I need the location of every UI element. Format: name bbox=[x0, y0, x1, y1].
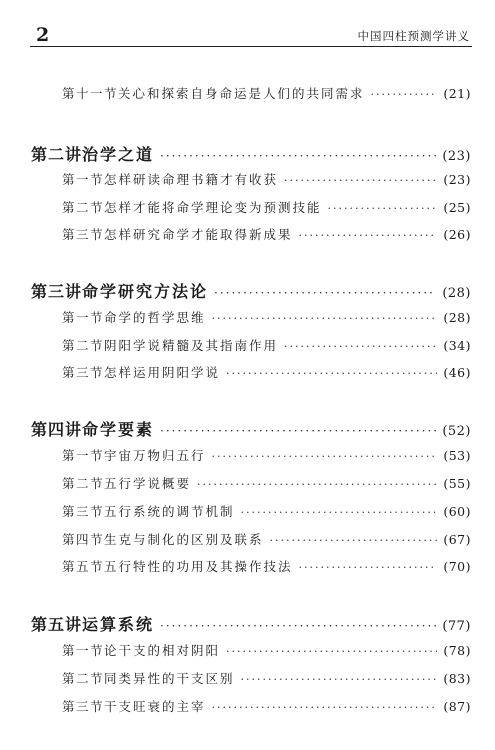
section-title: 五行系统的调节机制 bbox=[104, 504, 235, 519]
dot-leader bbox=[371, 88, 438, 101]
toc-section-entry bbox=[62, 557, 471, 579]
chapter-title: 命学要素 bbox=[82, 420, 155, 439]
dot-leader bbox=[241, 506, 438, 519]
page-reference: (83) bbox=[443, 671, 471, 686]
page-reference: (67) bbox=[443, 532, 471, 547]
toc-section-entry bbox=[62, 84, 471, 106]
dot-leader bbox=[160, 424, 436, 438]
section-title: 怎样研读命理书籍才有收获 bbox=[104, 172, 279, 187]
section-number: 第四节 bbox=[62, 532, 105, 547]
running-title: 中国四柱预测学讲义 bbox=[357, 29, 470, 43]
dot-leader bbox=[299, 561, 438, 574]
page-reference: (77) bbox=[442, 619, 471, 634]
section-title: 阴阳学说精髓及其指南作用 bbox=[104, 338, 279, 353]
section-number: 第二节 bbox=[62, 200, 105, 215]
chapter-number: 第三讲 bbox=[31, 282, 83, 301]
page-reference: (23) bbox=[442, 149, 471, 164]
page-reference: (46) bbox=[443, 365, 471, 380]
toc-section-entry bbox=[62, 363, 471, 385]
section-title: 五行特性的功用及其操作技法 bbox=[104, 559, 293, 574]
section-number: 第五节 bbox=[62, 559, 105, 574]
page-reference: (21) bbox=[443, 86, 471, 101]
chapter-title: 治学之道 bbox=[82, 145, 155, 164]
page-reference: (55) bbox=[443, 476, 471, 491]
page-reference: (87) bbox=[443, 699, 471, 714]
page-header bbox=[30, 22, 470, 44]
dot-leader bbox=[160, 619, 436, 633]
section-number: 第三节 bbox=[62, 365, 105, 380]
dot-leader bbox=[241, 673, 438, 686]
chapter-title: 命学研究方法论 bbox=[82, 282, 209, 301]
toc-section-entry bbox=[62, 530, 471, 552]
dot-leader bbox=[226, 645, 437, 658]
dot-leader bbox=[197, 478, 437, 491]
section-number: 第二节 bbox=[62, 338, 105, 353]
chapter-title: 运算系统 bbox=[82, 615, 155, 634]
section-title: 宇宙万物归五行 bbox=[104, 448, 206, 463]
toc-section-entry bbox=[62, 170, 471, 192]
chapter-number: 第二讲 bbox=[31, 145, 83, 164]
toc-section-entry bbox=[62, 474, 471, 496]
toc-section-entry bbox=[62, 446, 471, 468]
section-number: 第一节 bbox=[62, 448, 105, 463]
section-title: 干支旺衰的主宰 bbox=[104, 699, 206, 714]
toc-section-entry bbox=[62, 308, 471, 330]
section-title: 论干支的相对阴阳 bbox=[104, 643, 221, 658]
section-number: 第一节 bbox=[62, 172, 105, 187]
dot-leader bbox=[299, 229, 438, 242]
section-number: 第三节 bbox=[62, 504, 105, 519]
chapter-number: 第四讲 bbox=[31, 420, 83, 439]
page-reference: (23) bbox=[443, 172, 471, 187]
section-number: 第一节 bbox=[62, 310, 105, 325]
dot-leader bbox=[270, 534, 438, 547]
page-reference: (60) bbox=[443, 504, 471, 519]
toc-section-entry bbox=[62, 198, 471, 220]
dot-leader bbox=[212, 701, 438, 714]
section-number: 第十一节 bbox=[62, 86, 119, 101]
section-number: 第二节 bbox=[62, 671, 105, 686]
page-reference: (25) bbox=[443, 200, 471, 215]
page-reference: (53) bbox=[443, 448, 471, 463]
page-reference: (78) bbox=[443, 643, 471, 658]
page-reference: (26) bbox=[443, 227, 471, 242]
dot-leader bbox=[214, 286, 436, 300]
section-number: 第二节 bbox=[62, 476, 105, 491]
section-title: 关心和探索自身命运是人们的共同需求 bbox=[118, 86, 365, 101]
toc-section-entry bbox=[62, 336, 471, 358]
section-title: 同类异性的干支区别 bbox=[104, 671, 235, 686]
dot-leader bbox=[284, 340, 437, 353]
page-reference: (52) bbox=[442, 424, 471, 439]
toc-section-entry bbox=[62, 669, 471, 691]
toc-chapter-entry bbox=[31, 142, 471, 166]
section-title: 怎样研究命学才能取得新成果 bbox=[104, 227, 293, 242]
header-rule bbox=[30, 46, 472, 47]
dot-leader bbox=[284, 174, 437, 187]
page-reference: (34) bbox=[443, 338, 471, 353]
section-number: 第三节 bbox=[62, 227, 105, 242]
page-reference: (28) bbox=[443, 310, 471, 325]
section-number: 第一节 bbox=[62, 643, 105, 658]
page-number: 2 bbox=[36, 24, 50, 46]
section-number: 第三节 bbox=[62, 699, 105, 714]
section-title: 生克与制化的区别及联系 bbox=[104, 532, 264, 547]
dot-leader bbox=[160, 149, 436, 163]
section-title: 怎样运用阴阳学说 bbox=[104, 365, 221, 380]
chapter-number: 第五讲 bbox=[31, 615, 83, 634]
toc-section-entry bbox=[62, 641, 471, 663]
section-title: 命学的哲学思维 bbox=[104, 310, 206, 325]
dot-leader bbox=[212, 312, 438, 325]
section-title: 五行学说概要 bbox=[104, 476, 192, 491]
toc-section-entry bbox=[62, 697, 471, 719]
dot-leader bbox=[226, 367, 437, 380]
dot-leader bbox=[328, 202, 438, 215]
section-title: 怎样才能将命学理论变为预测技能 bbox=[104, 200, 322, 215]
toc-section-entry bbox=[62, 502, 471, 524]
page-reference: (70) bbox=[443, 559, 471, 574]
toc-section-entry bbox=[62, 225, 471, 247]
page-reference: (28) bbox=[442, 286, 471, 301]
toc-chapter-entry bbox=[31, 612, 471, 636]
toc-chapter-entry bbox=[31, 417, 471, 441]
dot-leader bbox=[212, 450, 438, 463]
toc-chapter-entry bbox=[31, 279, 471, 303]
